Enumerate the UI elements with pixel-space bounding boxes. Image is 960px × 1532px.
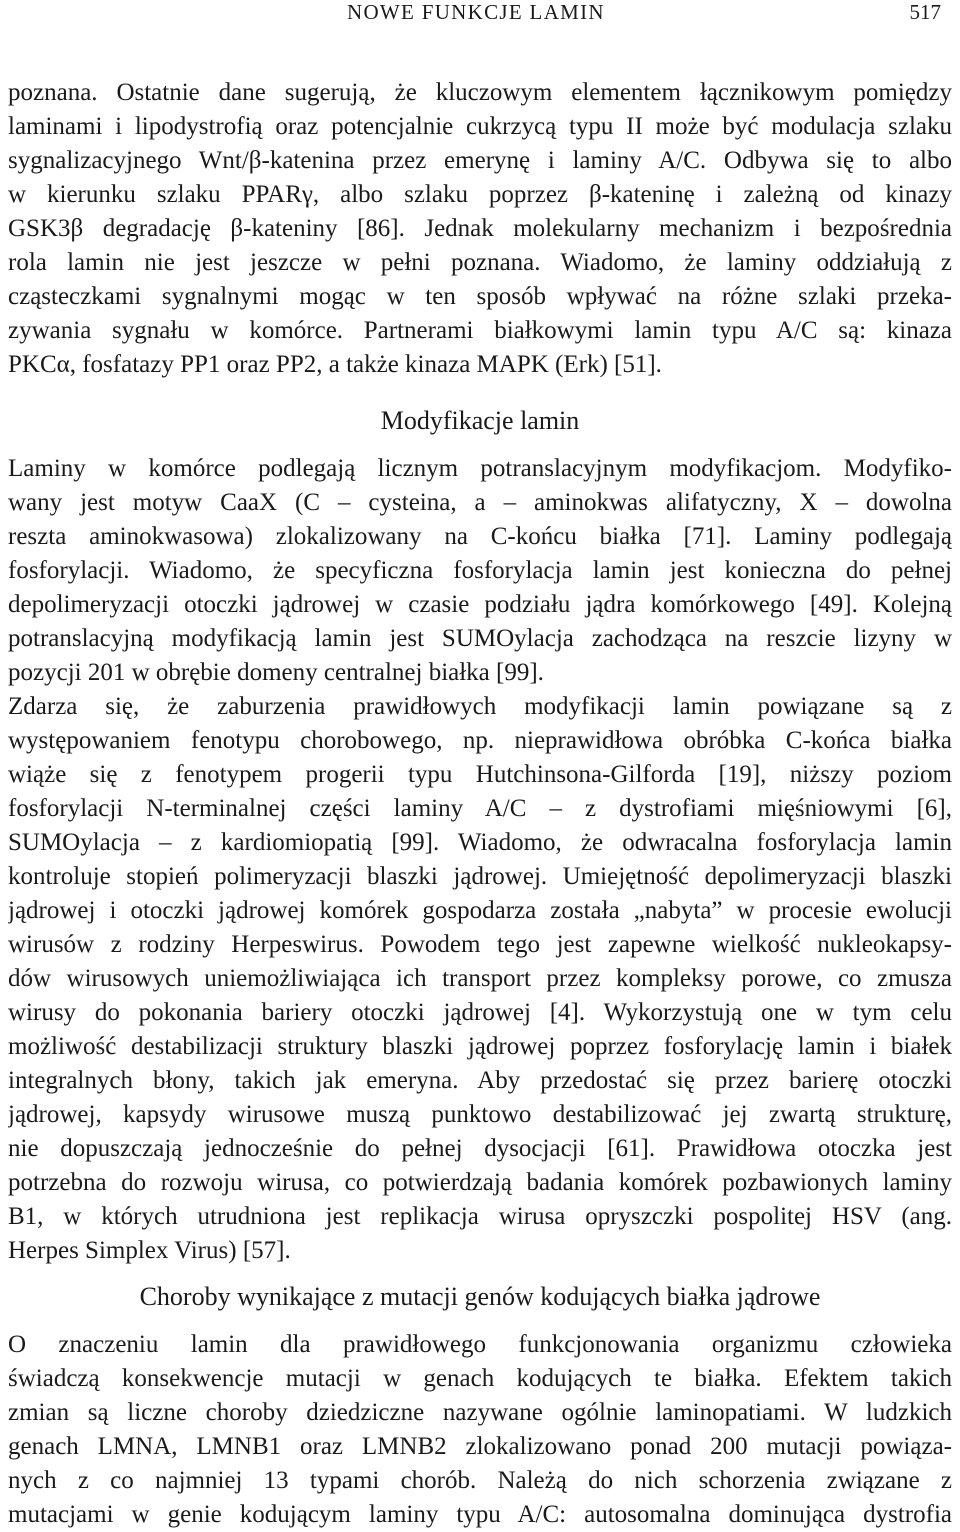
running-title: NOWE FUNKCJE LAMIN [347, 0, 605, 24]
text-line: PKCα, fosfatazy PP1 oraz PP2, a także kinaza MAPK (Erk) [51]. [8, 351, 662, 378]
text-line: depolimeryzacji otoczki jądrowej w czasie podziału jądra komórkowego [49]. Kolejną [8, 591, 952, 618]
text-line: wirusy do pokonania bariery otoczki jądrowej [4]. Wykorzystują one w tym celu [8, 999, 952, 1026]
paragraph-4 [8, 1328, 952, 1532]
text-line: potrzebna do rozwoju wirusa, co potwierdzają badania komórek pozbawionych laminy [8, 1169, 952, 1196]
text-line: Zdarza się, że zaburzenia prawidłowych modyfikacji lamin powiązane są z [8, 693, 952, 720]
text-line: sygnalizacyjnego Wnt/β-katenina przez emerynę i laminy A/C. Odbywa się to albo [8, 147, 952, 174]
text-line: O znaczeniu lamin dla prawidłowego funkcjonowania organizmu człowieka [8, 1331, 952, 1358]
text-line: integralnych błony, takich jak emeryna. Aby przedostać się przez barierę otoczki [8, 1067, 952, 1094]
text-line: w kierunku szlaku PPARγ, albo szlaku poprzez β-kateninę i zależną od kinazy [8, 181, 952, 208]
text-line: dów wirusowych uniemożliwiająca ich transport przez kompleksy porowe, co zmusza [8, 965, 952, 992]
text-line: występowaniem fenotypu chorobowego, np. nieprawidłowa obróbka C-końca białka [8, 727, 952, 754]
text-line: jądrowej i otoczki jądrowej komórek gospodarza została „nabyta” w procesie ewolucji [8, 897, 952, 924]
text-line: nie dopuszczają jednocześnie do pełnej dysocjacji [61]. Prawidłowa otoczka jest [8, 1135, 952, 1162]
text-line: fosforylacji N-terminalnej części laminy A/C – z dystrofiami mięśniowymi [6], [8, 795, 952, 822]
text-line: mutacjami w genie kodującym laminy typu A/C: autosomalna dominująca dystrofia [8, 1501, 952, 1528]
text-line: laminami i lipodystrofią oraz potencjalnie cukrzycą typu II może być modulacja szlaku [8, 113, 952, 140]
text-line: nych z co najmniej 13 typami chorób. Należą do nich schorzenia związane z [8, 1467, 952, 1494]
text-line: kontroluje stopień polimeryzacji blaszki jądrowej. Umiejętność depolimeryzacji blaszki [8, 863, 952, 890]
text-line: zmian są liczne choroby dziedziczne nazywane ogólnie laminopatiami. W ludzkich [8, 1399, 952, 1426]
text-line: Laminy w komórce podlegają licznym potranslacyjnym modyfikacjom. Modyfiko- [8, 455, 952, 482]
paragraph-1 [8, 76, 952, 382]
text-line: możliwość destabilizacji struktury blaszki jądrowej poprzez fosforylację lamin i białek [8, 1033, 952, 1060]
section-heading-modifications: Modyfikacje lamin [380, 406, 580, 435]
text-line: potranslacyjną modyfikacją lamin jest SUMOylacja zachodząca na reszcie lizyny w [8, 625, 952, 652]
text-line: wany jest motyw CaaX (C – cysteina, a – aminokwas alifatyczny, X – dowolna [8, 489, 952, 516]
text-line: genach LMNA, LMNB1 oraz LMNB2 zlokalizowano ponad 200 mutacji powiąza- [8, 1433, 952, 1460]
text-line: rola lamin nie jest jeszcze w pełni poznana. Wiadomo, że laminy oddziałują z [8, 249, 952, 276]
text-line: SUMOylacja – z kardiomiopatią [99]. Wiadomo, że odwracalna fosforylacja lamin [8, 829, 952, 856]
text-line: Herpes Simplex Virus) [57]. [8, 1237, 291, 1264]
text-line: zywania sygnału w komórce. Partnerami białkowymi lamin typu A/C są: kinaza [8, 317, 952, 344]
text-line: pozycji 201 w obrębie domeny centralnej białka [99]. [8, 659, 544, 686]
text-line: wiąże się z fenotypem progerii typu Hutchinsona-Gilforda [19], niższy poziom [8, 761, 952, 788]
text-line: fosforylacji. Wiadomo, że specyficzna fosforylacja lamin jest konieczna do pełnej [8, 557, 952, 584]
text-line: GSK3β degradację β-kateniny [86]. Jednak molekularny mechanizm i bezpośrednia [8, 215, 952, 242]
text-line: świadczą konsekwencje mutacji w genach kodujących te białka. Efektem takich [8, 1365, 952, 1392]
text-line: reszta aminokwasowa) zlokalizowany na C-końcu białka [71]. Laminy podlegają [8, 523, 952, 550]
text-line: poznana. Ostatnie dane sugerują, że kluczowym elementem łącznikowym pomiędzy [8, 79, 952, 106]
section-heading-diseases: Choroby wynikające z mutacji genów kodujących białka jądrowe [139, 1282, 821, 1311]
text-line: cząsteczkami sygnalnymi mogąc w ten sposób wpływać na różne szlaki przeka- [8, 283, 952, 310]
paragraph-2-3 [8, 452, 952, 1268]
text-line: B1, w których utrudniona jest replikacja wirusa opryszczki pospolitej HSV (ang. [8, 1203, 952, 1230]
text-line: jądrowej, kapsydy wirusowe muszą punktowo destabilizować jej zwartą strukturę, [8, 1101, 952, 1128]
page-number: 517 [909, 0, 941, 24]
text-line: wirusów z rodziny Herpeswirus. Powodem tego jest zapewne wielkość nukleokapsy- [8, 931, 952, 958]
page-header [0, 0, 960, 30]
